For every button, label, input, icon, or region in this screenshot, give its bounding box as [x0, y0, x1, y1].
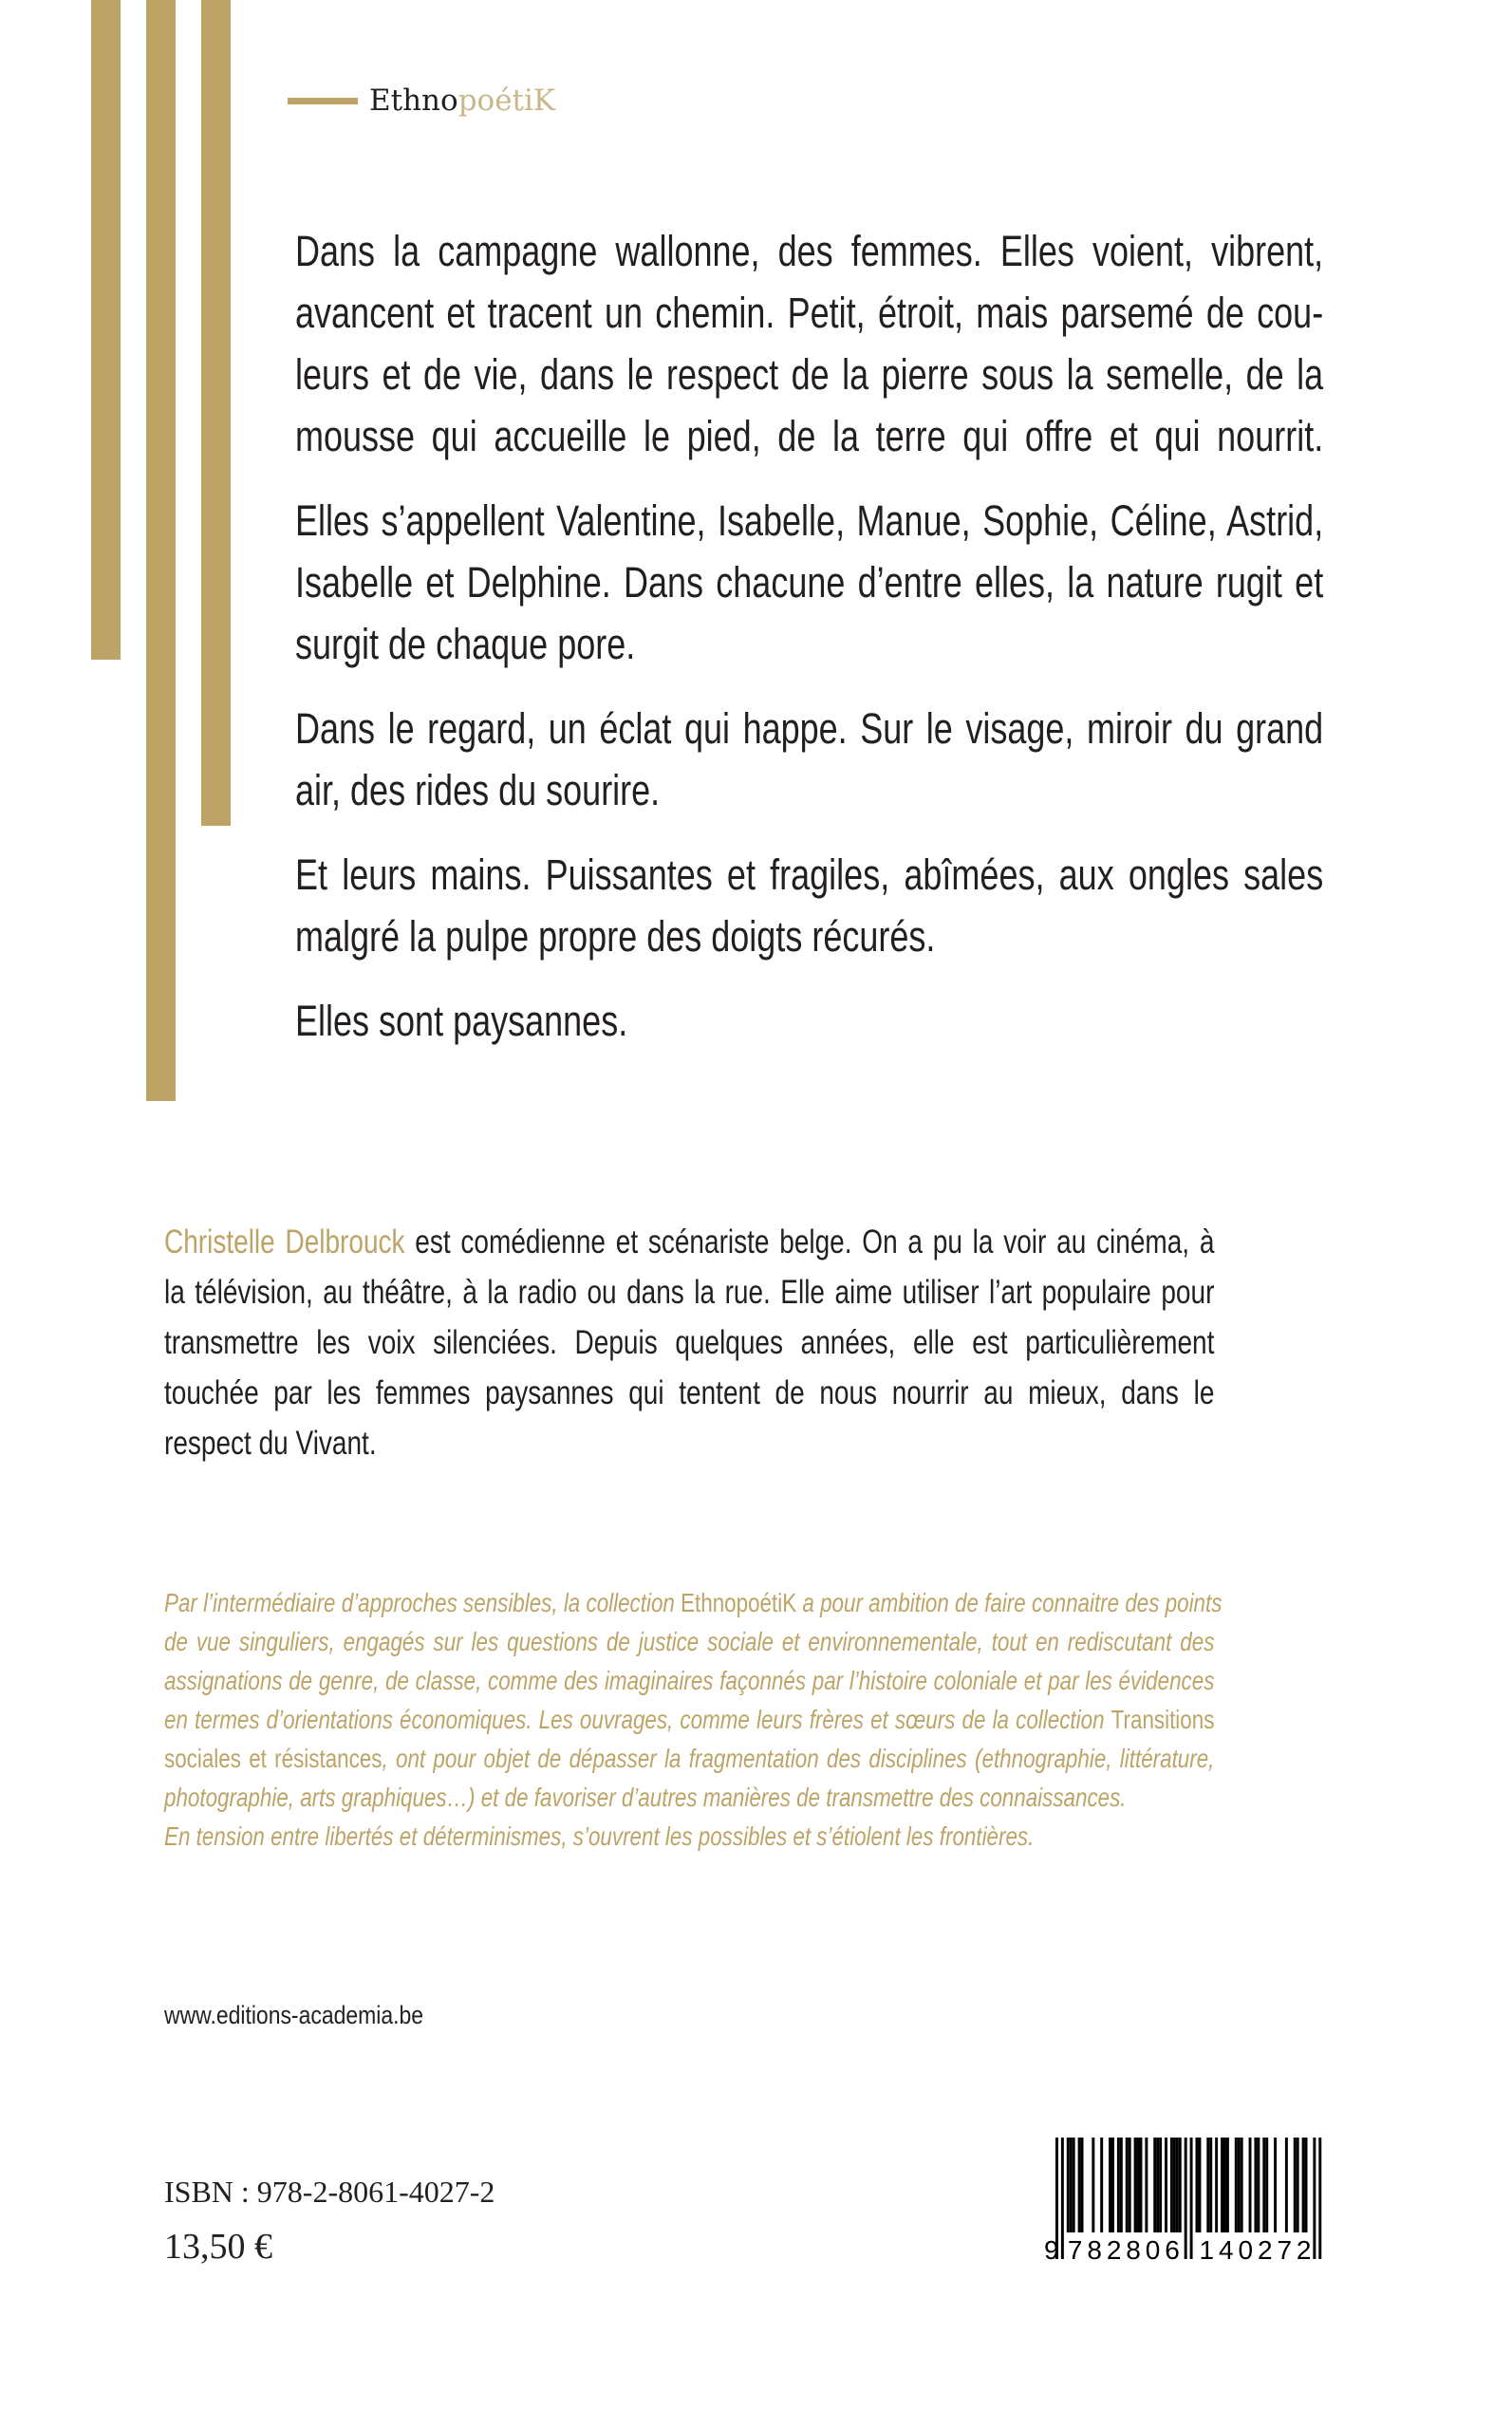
blurb-text	[295, 220, 1323, 1074]
barcode-bar	[1221, 2138, 1223, 2232]
blurb-paragraph	[295, 990, 1323, 1052]
collection-line	[164, 1817, 1214, 1856]
blurb-line: leurs et de vie, dans le respect de la pierre sous la semelle, de la	[295, 350, 1324, 399]
collection-description	[164, 1583, 1223, 1856]
blurb-line: surgit de chaque pore.	[295, 620, 636, 668]
barcode-bar	[1109, 2138, 1111, 2232]
blurb-paragraph	[295, 220, 1323, 467]
barcode-bar	[1254, 2138, 1257, 2232]
barcode-bar	[1196, 2138, 1199, 2232]
barcode-bar	[1274, 2138, 1277, 2232]
barcode-bar	[1092, 2138, 1094, 2232]
barcode-bar	[1081, 2138, 1084, 2232]
barcode-bar	[1153, 2138, 1156, 2232]
barcode-bar	[1134, 2138, 1137, 2232]
barcode-bar	[1140, 2138, 1143, 2232]
barcode-bar	[1117, 2138, 1120, 2232]
barcode-bar	[1265, 2138, 1268, 2232]
decorative-bar	[201, 0, 231, 826]
barcode-bar	[1285, 2138, 1288, 2232]
collection-text: photographie, arts graphiques…) et de favoriser d’autres manières de transmettre des connaissances.	[164, 1783, 1127, 1812]
barcode-digits: 140272	[1199, 2235, 1312, 2264]
barcode-bar	[1165, 2138, 1167, 2232]
barcode-bar	[1137, 2138, 1140, 2232]
barcode-bar	[1257, 2138, 1260, 2232]
collection-text: , ont pour objet de dépasser la fragmentation des disciplines (ethnographie, littérature,	[382, 1744, 1215, 1773]
website-link[interactable]: www.editions-academia.be	[164, 2001, 423, 2029]
collection-text: a pour ambition de faire connaitre des points	[796, 1588, 1223, 1617]
barcode-bar	[1170, 2138, 1173, 2232]
bio-line: Christelle Delbrouck est comédienne et scénariste belge. On a pu la voir au cinéma, à	[164, 1223, 1215, 1261]
collection-text: En tension entre libertés et déterminismes, s’ouvrent les possibles et s’étiolent les frontières.	[164, 1821, 1035, 1851]
collection-line	[164, 1583, 1223, 1622]
blurb-line: Isabelle et Delphine. Dans chacune d’entre elles, la nature rugit et	[295, 558, 1324, 607]
blurb-line: Elles s’appellent Valentine, Isabelle, Manue, Sophie, Céline, Astrid,	[295, 496, 1324, 545]
collection-text: assignations de genre, de classe, comme des imaginaires façonnés par l’histoire coloniale et par les évidences	[164, 1666, 1215, 1695]
collection-text: sociales et résistances	[164, 1744, 383, 1773]
author-bio	[164, 1217, 1214, 1468]
blurb-line: Dans le regard, un éclat qui happe. Sur le visage, miroir du grand	[295, 704, 1324, 753]
collection-line	[164, 1622, 1214, 1661]
collection-text: Par l’intermédiaire d’approches sensibles, la collection	[164, 1588, 681, 1617]
barcode-bar	[1078, 2138, 1081, 2232]
collection-line	[164, 1661, 1214, 1700]
barcode-bar	[1145, 2138, 1148, 2232]
collection-line	[164, 1739, 1214, 1778]
blurb-line: Elles sont paysannes.	[295, 997, 628, 1045]
barcode-bar	[1156, 2138, 1159, 2232]
blurb-line: Dans la campagne wallonne, des femmes. Elles voient, vibrent,	[295, 227, 1324, 275]
barcode-bar	[1302, 2138, 1305, 2232]
logo-part2: poétiK	[457, 84, 556, 118]
blurb-line: malgré la pulpe propre des doigts récurés.	[295, 912, 936, 961]
barcode-bar	[1179, 2138, 1182, 2232]
blurb-line: air, des rides du sourire.	[295, 766, 661, 814]
barcode-bar	[1235, 2138, 1238, 2232]
barcode-bar	[1070, 2138, 1073, 2232]
decorative-bar	[146, 0, 176, 1101]
barcode-bar	[1111, 2138, 1114, 2232]
barcode-bar	[1206, 2138, 1209, 2232]
barcode-bar	[1209, 2138, 1212, 2232]
bio-line: touchée par les femmes paysannes qui tentent de nous nourrir au mieux, dans le	[164, 1374, 1215, 1411]
barcode-bar	[1073, 2138, 1075, 2232]
barcode-bar	[1249, 2138, 1252, 2232]
collection-line	[164, 1700, 1214, 1739]
barcode-bar	[1241, 2138, 1243, 2232]
collection-line	[164, 1778, 1214, 1817]
barcode-bar	[1294, 2138, 1297, 2232]
barcode-bar	[1313, 2138, 1316, 2259]
blurb-line: avancent et tracent un chemin. Petit, étroit, mais parsemé de cou-	[295, 289, 1324, 337]
price: 13,50 €	[164, 2227, 272, 2267]
barcode-digits: 782806	[1067, 2235, 1180, 2264]
bio-line: transmettre les voix silenciées. Depuis quelques années, elle est particulièrement	[164, 1324, 1215, 1361]
barcode-bar	[1120, 2138, 1123, 2232]
collection-text: EthnopoétiK	[681, 1588, 797, 1617]
barcode-bar	[1185, 2138, 1187, 2259]
barcode-bar	[1100, 2138, 1103, 2232]
author-name: Christelle Delbrouck	[164, 1223, 405, 1261]
barcode-bar	[1176, 2138, 1179, 2232]
barcode-bar	[1262, 2138, 1265, 2232]
barcode-bar	[1173, 2138, 1176, 2232]
barcode-bar	[1198, 2138, 1201, 2232]
barcode-bar	[1159, 2138, 1162, 2232]
collection-logo	[288, 84, 555, 118]
blurb-paragraph	[295, 698, 1323, 821]
barcode-bar	[1126, 2138, 1129, 2232]
logo-part1: Ethno	[369, 84, 458, 118]
barcode-bar	[1190, 2138, 1193, 2259]
collection-text: en termes d’orientations économiques. Les ouvrages, comme leurs frères et sœurs de la collection	[164, 1705, 1111, 1734]
barcode-bar	[1318, 2138, 1321, 2259]
bio-line: respect du Vivant.	[164, 1425, 377, 1462]
barcode-bar	[1223, 2138, 1226, 2232]
barcode-digits: 9	[1044, 2235, 1059, 2264]
blurb-line: Et leurs mains. Puissantes et fragiles, abîmées, aux ongles sales	[295, 850, 1324, 899]
blurb-line: mousse qui accueille le pied, de la terre qui offre et qui nourrit.	[295, 412, 1324, 460]
blurb-paragraph	[295, 490, 1323, 675]
barcode-bar	[1215, 2138, 1218, 2232]
barcode-bar	[1061, 2138, 1064, 2259]
isbn: ISBN : 978-2-8061-4027-2	[164, 2175, 495, 2209]
decorative-bar	[91, 0, 121, 660]
barcode-bar	[1129, 2138, 1131, 2232]
bio-line: la télévision, au théâtre, à la radio ou dans la rue. Elle aime utiliser l’art populaire pour	[164, 1274, 1215, 1311]
barcode	[1044, 2136, 1329, 2264]
barcode-bar	[1238, 2138, 1241, 2232]
collection-text: de vue singuliers, engagés sur les questions de justice sociale et environnementale, tout en rediscutant des	[164, 1627, 1215, 1656]
barcode-bar	[1305, 2138, 1308, 2232]
barcode-bar	[1297, 2138, 1299, 2232]
blurb-paragraph	[295, 844, 1323, 967]
barcode-bar	[1226, 2138, 1229, 2232]
barcode-bar	[1067, 2138, 1070, 2232]
logo-rule	[288, 98, 358, 104]
collection-text: Transitions	[1111, 1705, 1215, 1734]
